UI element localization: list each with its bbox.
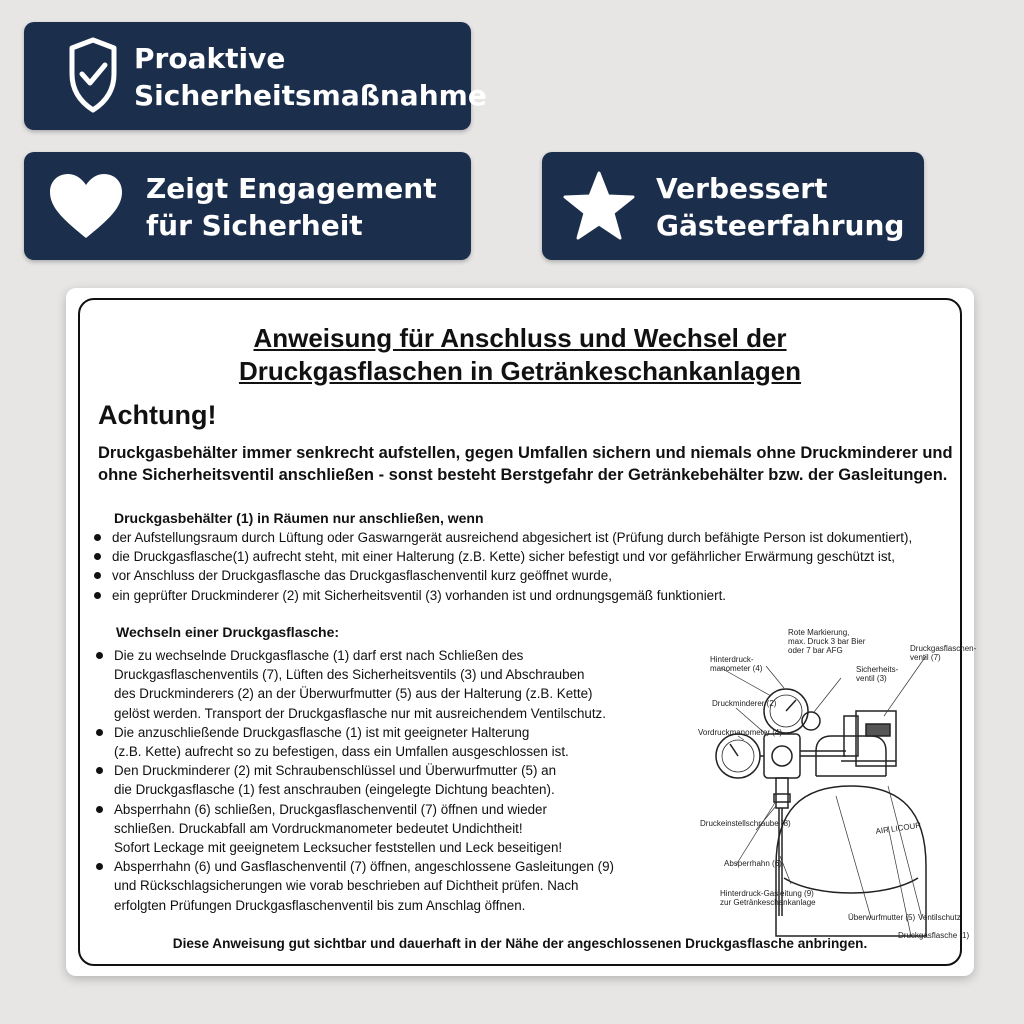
heart-icon (46, 170, 126, 247)
sign-footer: Diese Anweisung gut sichtbar und dauerhaft in der Nähe der angeschlossenen Druckgasflasche anbringen. (172, 936, 868, 951)
list-item-text: Absperrhahn (6) und Gasflaschenventil (7) öffnen, angeschlossene Gasleitungen (9) und Rückschlagsicherungen wie vorab beschrieben auf Dichtheit prüfen. Nach erfolgten Prüfungen Druckgasflaschenventil bis zum Anschlag öffnen. (114, 859, 614, 913)
bullet (94, 572, 101, 579)
label-hinterdruckmanometer-2: manometer (4) (710, 664, 763, 673)
list-item (94, 547, 954, 566)
label-ventilschutz: Ventilschutz (918, 913, 961, 922)
list-item-text: Die zu wechselnde Druckgasflasche (1) darf erst nach Schließen des Druckgasflaschenventils (7), Lüften des Sicherheitsventils (3) und Abschrauben des Druckminderers (2) an der Überwurfmutter (5) aus der Halterung (z.B. Kette) gelöst werden. Transport der Druckgasflasche nur mit ausreichendem Ventilschutz. (114, 648, 606, 721)
gas-cylinder-diagram (626, 616, 977, 946)
bullet (96, 767, 103, 774)
sign-title (66, 322, 974, 388)
list-item-text: Absperrhahn (6) schließen, Druckgasflaschenventil (7) öffnen und wieder schließen. Druckabfall am Vordruckmanometer bedeutet Undichtheit! Sofort Leckage mit geeignetem Lecksucher feststellen und Leck beseitigen! (114, 801, 563, 856)
list-item (96, 800, 616, 858)
badge-label: Verbessert Gästeerfahrung (656, 172, 905, 242)
sign-title-line1: Anweisung für Anschluss und Wechsel der (253, 323, 787, 353)
bullet (94, 534, 101, 541)
section2-heading: Wechseln einer Druckgasflasche: (116, 624, 340, 640)
bullet (96, 806, 103, 813)
list-item (94, 566, 954, 585)
sign-title-line2: Druckgasflaschen in Getränkeschankanlagen (238, 356, 802, 386)
label-rote-markierung-3: oder 7 bar AFG (788, 646, 843, 655)
list-item-text: Den Druckminderer (2) mit Schraubenschlüssel und Überwurfmutter (5) an die Druckgasflasche (1) fest anschrauben (eingelegte Dichtung beachten). (114, 763, 557, 798)
badge-label: Zeigt Engagement für Sicherheit (146, 172, 437, 242)
label-hinterdruckmanometer-1: Hinterdruck- (710, 655, 754, 664)
badge-label: Proaktive Sicherheitsmaßnahme (134, 42, 487, 112)
label-druckgasflaschenventil-1: Druckgasflaschen- (910, 644, 977, 653)
label-sicherheitsventil-2: ventil (3) (856, 674, 887, 683)
bullet (96, 863, 103, 870)
badge-commitment (24, 152, 471, 260)
star-icon (562, 170, 636, 247)
section2-list (96, 646, 616, 915)
list-item (96, 761, 616, 799)
bullet (96, 729, 103, 736)
list-item-text: ein geprüfter Druckminderer (2) mit Sicherheitsventil (3) vorhanden ist und ordnungsgemäß funktioniert. (112, 587, 727, 603)
label-sicherheitsventil-1: Sicherheits- (856, 665, 899, 674)
list-item-text: vor Anschluss der Druckgasflasche das Druckgasflaschenventil kurz geöffnet wurde, (112, 568, 612, 584)
list-item-text: die Druckgasflasche(1) aufrecht steht, mit einer Halterung (z.B. Kette) sicher befestigt und vor gefährlicher Erwärmung geschützt ist, (112, 549, 895, 565)
list-item-text: Die anzuschließende Druckgasflasche (1) ist mit geeigneter Halterung (z.B. Kette) aufrecht so zu befestigen, dass ein Umfallen ausgeschlossen ist. (114, 724, 569, 760)
badge-guest-experience (542, 152, 924, 260)
section1-list (94, 528, 954, 605)
label-vordruckmanometer: Vordruckmanometer (4) (698, 728, 783, 737)
list-item (96, 857, 616, 915)
bottle-marking: AIR LICOUR (875, 820, 922, 836)
list-item (94, 528, 954, 547)
label-hinterdruck-gasleitung-1: Hinterdruck-Gasleitung (9) (720, 889, 814, 898)
bullet (94, 553, 101, 560)
label-rote-markierung-2: max. Druck 3 bar Bier (788, 637, 866, 646)
list-item (96, 723, 616, 761)
instruction-sign (66, 288, 977, 976)
regulator-drawing (716, 689, 846, 916)
list-item (94, 586, 954, 605)
warning-text: Druckgasbehälter immer senkrecht aufstellen, gegen Umfallen sichern und niemals ohne Druckminderer und ohne Sicherheitsventil anschließen - sonst besteht Berstgefahr der Getränkebehälter bzw. der Gasleitungen. (98, 444, 953, 484)
bullet (94, 592, 101, 599)
section1-heading: Druckgasbehälter (1) in Räumen nur anschließen, wenn (114, 510, 484, 526)
label-ueberwurfmutter: Überwurfmutter (5) (848, 913, 916, 922)
label-absperrhahn: Absperrhahn (6) (724, 859, 782, 868)
label-druckgasflaschenventil-2: ventil (7) (910, 653, 941, 662)
list-item (96, 646, 616, 723)
label-druckminderer: Druckminderer (2) (712, 699, 777, 708)
label-druckeinstellschraube: Druckeinstellschraube (8) (700, 819, 791, 828)
label-rote-markierung-1: Rote Markierung, (788, 628, 850, 637)
warning-heading: Achtung! (98, 400, 217, 430)
badge-proactive-safety (24, 22, 487, 130)
label-druckgasflasche: Druckgasflasche (1) (898, 931, 970, 940)
label-hinterdruck-gasleitung-2: zur Getränkeschankanlage (720, 898, 816, 907)
shield-check-icon (68, 36, 118, 121)
list-item-text: der Aufstellungsraum durch Lüftung oder Gaswarngerät ausreichend abgesichert ist (Prüfung durch befähigte Person ist dokumentiert), (112, 530, 913, 545)
bullet (96, 652, 103, 659)
